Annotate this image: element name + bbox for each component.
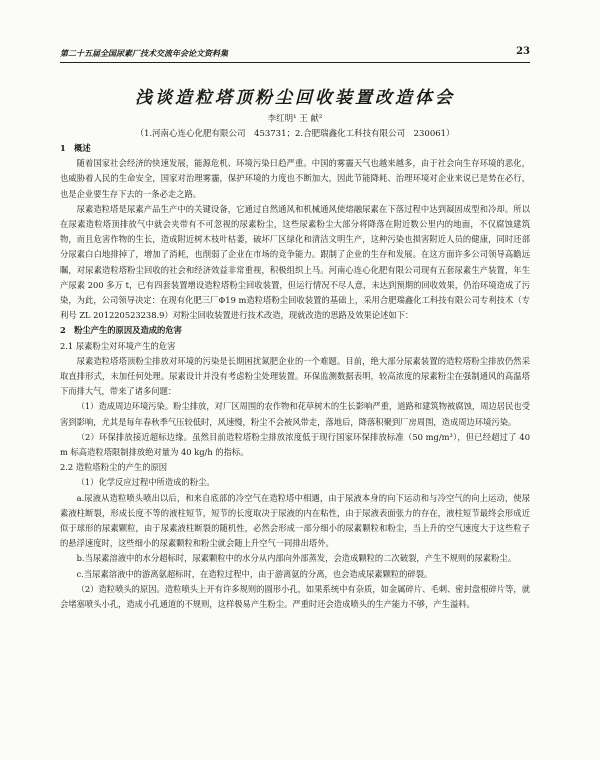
running-title: 第二十五届全国尿素厂技术交流年会论文资料集 bbox=[60, 48, 228, 58]
body-paragraph: （1）化学反应过程中所造成的粉尘。 bbox=[76, 477, 215, 488]
paper-title: 浅谈造粒塔顶粉尘回收装置改造体会 bbox=[135, 88, 455, 108]
body-paragraph: （2）造粒喷头的原因。造粒喷头上开有许多规则的圆形小孔，如果系统中有杂质，如金属碎片、毛刺、密封盘根碎片等，就会堵塞喷头小孔，造成小孔通道的不规则，这样极易产生粉尘。严重时还会造成喷头的生产能力不够，产生溢料。 bbox=[60, 583, 530, 610]
body-paragraph: （1）造成周边环境污染。粉尘排放，对厂区周围的农作物和花草树木的生长影响严重，道路和建筑物被腐蚀，周边居民也受害到影响，尤其是每年春秋季气压较低时，风速慢，粉尘不会被风带走，落地后，降落积聚到厂房周围，造成周边环境污染。 bbox=[60, 401, 530, 427]
body-paragraph: （2）环保排放接近超标边缘。虽然目前造粒塔粉尘排放浓度低于现行国家环保排放标准（50 mg/m³），但已经超过了 40 m 标高造粒塔限制排放绝对量为 40 kg/h 的指标。 bbox=[60, 431, 530, 458]
body-paragraph: 尿素造粒塔是尿素产品生产中的关键设备，它通过自然通风和机械通风使熔融尿素在下落过程中达到凝固成型和冷却。所以在尿素造粒塔顶排放气中就会夹带有不可忽视的尿素粉尘，这些尿素粉尘大部分将降落在附近数公里内的地面，不仅腐蚀建筑物，而且危害作物的生长，造成附近树木枝叶枯萎，破坏厂区绿化和清洁文明生产，这种污染也损害附近人员的健康，同时还部分尿素白白地排掉了，增加了消耗，也削弱了企业在市场的竞争能力。跟制了企业的生存和发展。在这方面许多公司领导高瞻远瞩，对尿素造粒塔粉尘回收的社会和经济效益非常重视，积极组织上马。河南心连心化肥有限公司现有五套尿素生产装置，年生产尿素 200 多万 t，已有四套装置增设造粒塔粉尘回收装置，但运行情况不尽人意，未达到预期的回收效果，仍治环境造成了污染，为此，公司领导决定：在现有化肥三厂Φ19 m造粒塔粉尘回收装置的基础上，采用合肥瑞鑫化工科技有限公司专利技术（专利号 ZL 201220523238.9）对粉尘回收装置进行技术改造，现就改造的思路及效果论述如下： bbox=[60, 203, 530, 321]
body-paragraph: c.当尿素溶液中的游离氨超标时，在造粒过程中，由于游离氨的分离，也会造成尿素颗粒的碎裂。 bbox=[76, 568, 433, 579]
body-paragraph: 尿素造粒塔塔顶粉尘排放对环境的污染是长期困扰氮肥企业的一个难题。目前，绝大部分尿素装置的造粒塔粉尘排放仍然采取直排形式，未加任何处理。尿素设计并没有考虑粉尘处理装置。环保监测数据表明，较高浓度的尿素粉尘在强制通风的高温塔下而排大气，带来了诸多问题： bbox=[60, 355, 530, 397]
section-heading: 1 概述 bbox=[60, 143, 91, 153]
body-paragraph: a.尿液从造粒喷头喷出以后，和来自底部的冷空气在造粒塔中相遇，由于尿液本身的向下运动和与冷空气的向上运动，使尿素液柱断裂，形成长度不等的液柱短节，短节的长度取决于尿液的内在粘性，由于尿液表面张力的存在，液柱短节最终会形成近似于球形的尿素颗粒，由于尿素液柱断裂的随机性，必然会形成一部分细小的尿素颗粒和粉尘，当上升的空气速度大于这些粒子的悬浮速度时，这些细小的尿素颗粒和粉尘就会随上升空气一同排出塔外。 bbox=[60, 492, 530, 549]
author-line: 李红明¹ 王 献² bbox=[267, 114, 323, 124]
running-header bbox=[60, 48, 530, 63]
body-paragraph: 随着国家社会经济的快速发展，能源危机、环境污染日趋严重。中国的雾霾天气也越来越多，由于社会向生存环境的恶化，也威胁着人民的生命安全，国家对治理雾霾，保护环境的力度也不断加大，因此节能降耗、治理环境对企业来说已是势在必行，也是企业要生存下去的一条必走之路。 bbox=[60, 158, 530, 199]
paper-body bbox=[60, 141, 530, 612]
page-number: 23 bbox=[516, 46, 530, 57]
subsection-heading: 2.1 尿素粉尘对环境产生的危害 bbox=[60, 340, 176, 351]
affiliation-line: （1.河南心连心化肥有限公司 453731；2.合肥瑞鑫化工科技有限公司 230061） bbox=[135, 129, 455, 139]
section-heading: 2 粉尘产生的原因及造成的危害 bbox=[60, 325, 182, 336]
body-paragraph: b.当尿素溶液中的水分超标时，尿素颗粒中的水分从内部向外部蒸发，会造成颗粒的二次破裂，产生不规则的尿素粉尘。 bbox=[76, 553, 516, 564]
subsection-heading: 2.2 造粒塔粉尘的产生的原因 bbox=[60, 462, 168, 473]
